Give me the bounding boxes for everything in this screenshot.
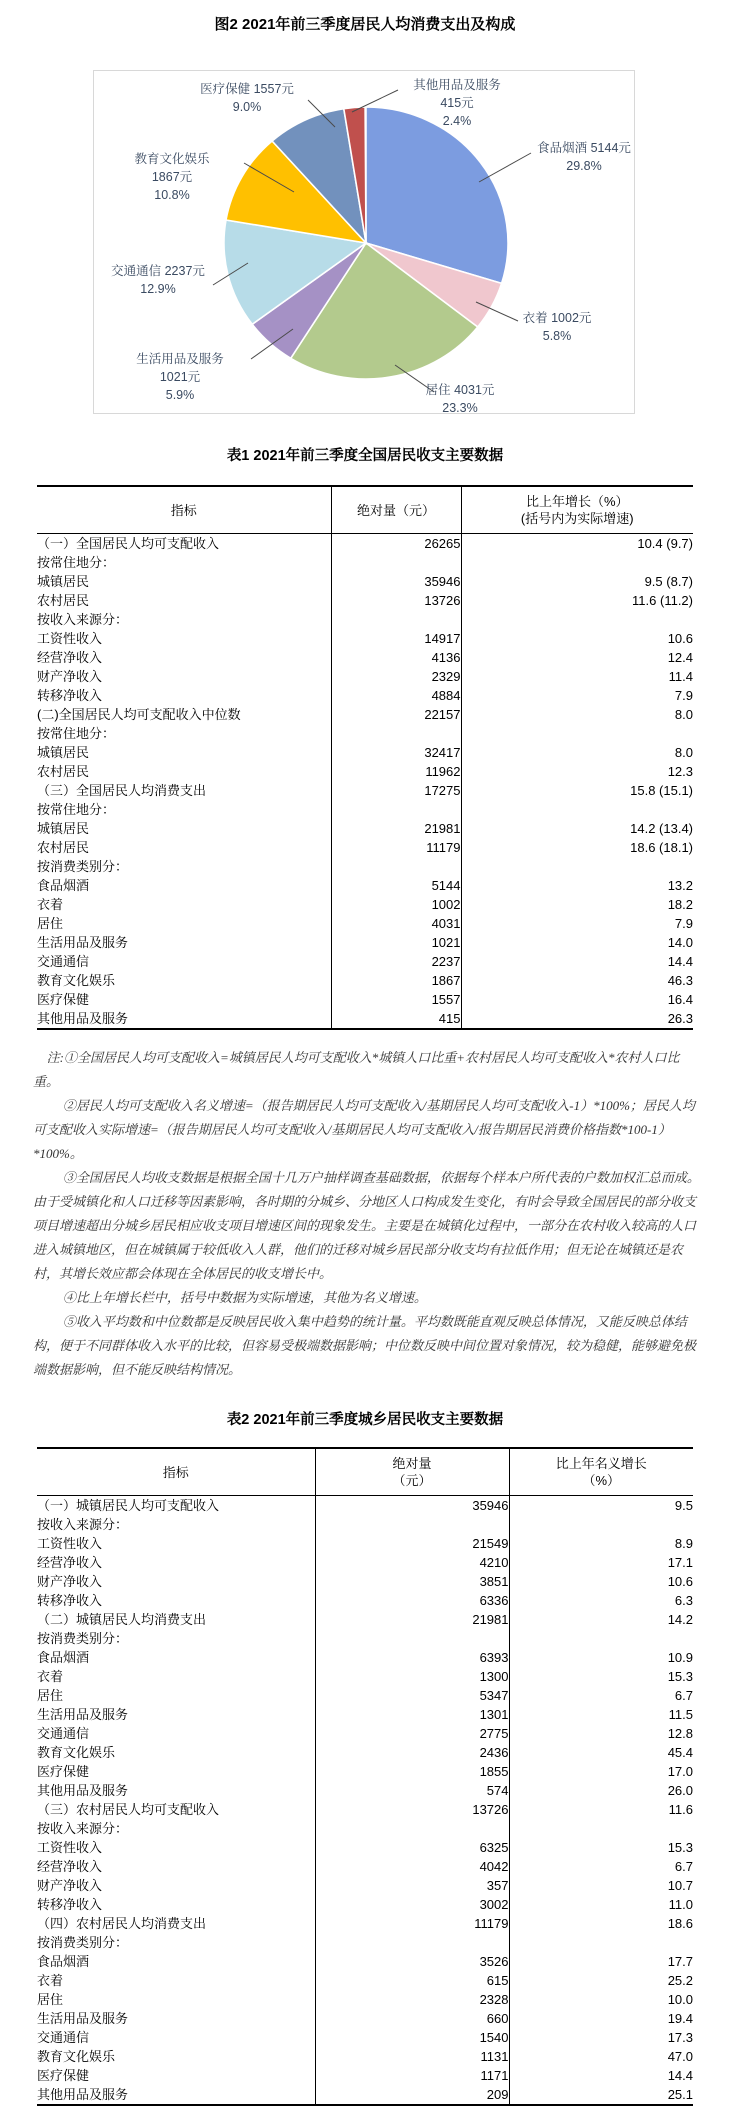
- growth-value-cell: 11.6: [509, 1800, 693, 1819]
- table2-row: [37, 1572, 693, 1591]
- growth-value-cell: [509, 1933, 693, 1952]
- indicator-cell: 交通通信: [37, 954, 90, 969]
- growth-value-cell: 12.3: [461, 762, 693, 781]
- table1-row: [37, 553, 693, 572]
- indicator-cell: 居住: [37, 1992, 64, 2007]
- pie-label-4: [136, 350, 224, 404]
- absolute-value-cell: 4210: [315, 1553, 509, 1572]
- table2-row: [37, 1743, 693, 1762]
- growth-value-cell: [461, 800, 693, 819]
- table2-row: [37, 1876, 693, 1895]
- note-paragraph-2: ②居民人均可支配收入名义增速=（报告期居民人均可支配收入/基期居民人均可支配收入-1）*100%；居民人均可支配收入实际增速=（报告期居民人均可支配收入/基期居民人均可支配收入/报告期居民消费价格指数*100-1）*100%。: [33, 1098, 695, 1161]
- pie-label-line: 2.4%: [442, 114, 472, 128]
- table1-header-growth-line1: 比上年增长（%）: [525, 494, 629, 509]
- growth-value-cell: 10.6: [509, 1572, 693, 1591]
- indicator-cell: 财产净收入: [37, 1574, 103, 1589]
- table2-row: [37, 2009, 693, 2028]
- table2-header-absolute-line2: （元）: [392, 1473, 432, 1488]
- absolute-value-cell: 13726: [315, 1800, 509, 1819]
- table2-row: [37, 1914, 693, 1933]
- growth-value-cell: 16.4: [461, 990, 693, 1009]
- indicator-cell: 按常住地分：: [37, 555, 116, 570]
- absolute-value-cell: 11179: [331, 838, 461, 857]
- indicator-cell: 衣着: [37, 897, 64, 912]
- table1-header-indicator: 指标: [37, 486, 331, 534]
- table2-row: [37, 1952, 693, 1971]
- pie-label-line: 5.8%: [542, 329, 572, 343]
- table1-row: [37, 667, 693, 686]
- indicator-cell: 教育文化娱乐: [37, 1745, 116, 1760]
- note-paragraph-1: 注:①全国居民人均可支配收入=城镇居民人均可支配收入*城镇人口比重+农村居民人均可支配收入*农村人口比重。: [33, 1050, 680, 1089]
- table1-row: [37, 591, 693, 610]
- indicator-cell: 农村居民: [37, 593, 90, 608]
- indicator-cell: 按收入来源分：: [37, 612, 129, 627]
- table2-row: [37, 1933, 693, 1952]
- indicator-cell: 转移净收入: [37, 1593, 103, 1608]
- table1-row: [37, 781, 693, 800]
- table1-row: [37, 838, 693, 857]
- pie-leader-line-1: [479, 153, 531, 182]
- indicator-cell: 医疗保健: [37, 2068, 90, 2083]
- table1-row: [37, 933, 693, 952]
- absolute-value-cell: 1540: [315, 2028, 509, 2047]
- table2-row: [37, 1667, 693, 1686]
- table2-title: 表2 2021年前三季度城乡居民收支主要数据: [226, 1412, 504, 1428]
- absolute-value-cell: 1021: [331, 933, 461, 952]
- absolute-value-cell: 1855: [315, 1762, 509, 1781]
- growth-value-cell: [461, 857, 693, 876]
- indicator-cell: （三）全国居民人均消费支出: [37, 783, 207, 798]
- pie-label-line: 29.8%: [566, 159, 602, 173]
- table2-row: [37, 1971, 693, 1990]
- growth-value-cell: [461, 724, 693, 743]
- table1-title: 表1 2021年前三季度全国居民收支主要数据: [226, 448, 504, 464]
- table2-header-row: [37, 1448, 693, 1496]
- absolute-value-cell: 1301: [315, 1705, 509, 1724]
- indicator-cell: 转移净收入: [37, 688, 103, 703]
- absolute-value-cell: 2775: [315, 1724, 509, 1743]
- table1-row: [37, 743, 693, 762]
- absolute-value-cell: 1002: [331, 895, 461, 914]
- table2-header-absolute-line1: 绝对量: [392, 1456, 432, 1471]
- growth-value-cell: 26.3: [461, 1009, 693, 1029]
- pie-chart-area: [93, 70, 635, 414]
- table2-header-growth-line2: （%）: [582, 1473, 621, 1488]
- indicator-cell: 按收入来源分：: [37, 1517, 129, 1532]
- table2-row: [37, 1534, 693, 1553]
- pie-label-line: 10.8%: [154, 188, 190, 202]
- indicator-cell: (二)全国居民人均可支配收入中位数: [37, 707, 241, 722]
- pie-label-line: 医疗保健 1557元: [200, 82, 294, 96]
- growth-value-cell: 25.2: [509, 1971, 693, 1990]
- table2-row: [37, 1515, 693, 1534]
- pie-label-6: [134, 150, 209, 204]
- absolute-value-cell: 1867: [331, 971, 461, 990]
- table1-row: [37, 914, 693, 933]
- growth-value-cell: 8.0: [461, 743, 693, 762]
- table2-row: [37, 1686, 693, 1705]
- absolute-value-cell: 6336: [315, 1591, 509, 1610]
- indicator-cell: 衣着: [37, 1669, 64, 1684]
- pie-label-line: 23.3%: [442, 401, 478, 415]
- growth-value-cell: 10.0: [509, 1990, 693, 2009]
- indicator-cell: 按消费类别分：: [37, 1935, 129, 1950]
- table2-row: [37, 1800, 693, 1819]
- growth-value-cell: 18.6 (18.1): [461, 838, 693, 857]
- absolute-value-cell: 4884: [331, 686, 461, 705]
- growth-value-cell: 9.5: [509, 1496, 693, 1516]
- growth-value-cell: 18.6: [509, 1914, 693, 1933]
- table1-header-row: [37, 486, 693, 534]
- table2-row: [37, 1648, 693, 1667]
- pie-label-5: [111, 262, 205, 298]
- absolute-value-cell: [331, 610, 461, 629]
- growth-value-cell: 14.2 (13.4): [461, 819, 693, 838]
- absolute-value-cell: 4031: [331, 914, 461, 933]
- indicator-cell: 教育文化娱乐: [37, 973, 116, 988]
- growth-value-cell: 14.0: [461, 933, 693, 952]
- indicator-cell: 交通通信: [37, 1726, 90, 1741]
- absolute-value-cell: 660: [315, 2009, 509, 2028]
- pie-label-line: 居住 4031元: [425, 383, 495, 397]
- note-paragraph-4: ④比上年增长栏中，括号中数据为实际增速，其他为名义增速。: [62, 1290, 427, 1305]
- table1-row: [37, 629, 693, 648]
- absolute-value-cell: 21981: [331, 819, 461, 838]
- indicator-cell: 居住: [37, 916, 64, 931]
- absolute-value-cell: 35946: [315, 1496, 509, 1516]
- table2-row: [37, 1629, 693, 1648]
- absolute-value-cell: 11179: [315, 1914, 509, 1933]
- indicator-cell: 按消费类别分：: [37, 859, 129, 874]
- pie-label-line: 交通通信 2237元: [111, 264, 205, 278]
- absolute-value-cell: 2328: [315, 1990, 509, 2009]
- table1-row: [37, 800, 693, 819]
- indicator-cell: 经营净收入: [37, 650, 103, 665]
- growth-value-cell: 11.0: [509, 1895, 693, 1914]
- table2-row: [37, 1553, 693, 1572]
- table1-row: [37, 990, 693, 1009]
- pie-label-line: 1867元: [151, 170, 193, 184]
- growth-value-cell: 9.5 (8.7): [461, 572, 693, 591]
- indicator-cell: 农村居民: [37, 840, 90, 855]
- indicator-cell: 工资性收入: [37, 631, 103, 646]
- indicator-cell: 按常住地分：: [37, 726, 116, 741]
- indicator-cell: 经营净收入: [37, 1555, 103, 1570]
- indicator-cell: 其他用品及服务: [37, 2087, 129, 2102]
- table1-header-absolute: 绝对量（元）: [331, 486, 461, 534]
- indicator-cell: （一）全国居民人均可支配收入: [37, 536, 220, 551]
- pie-label-line: 5.9%: [165, 388, 195, 402]
- table2-row: [37, 2047, 693, 2066]
- absolute-value-cell: 2329: [331, 667, 461, 686]
- pie-label-line: 9.0%: [232, 100, 262, 114]
- absolute-value-cell: 22157: [331, 705, 461, 724]
- absolute-value-cell: 415: [331, 1009, 461, 1029]
- absolute-value-cell: [331, 800, 461, 819]
- absolute-value-cell: [331, 724, 461, 743]
- absolute-value-cell: 32417: [331, 743, 461, 762]
- indicator-cell: 按消费类别分：: [37, 1631, 129, 1646]
- table1-header-growth-line2: (括号内为实际增速): [520, 511, 634, 526]
- growth-value-cell: 8.0: [461, 705, 693, 724]
- absolute-value-cell: 2436: [315, 1743, 509, 1762]
- indicator-cell: 财产净收入: [37, 1878, 103, 1893]
- growth-value-cell: 26.0: [509, 1781, 693, 1800]
- table1-row: [37, 971, 693, 990]
- figure-title: 图2 2021年前三季度居民人均消费支出及构成: [214, 16, 516, 33]
- absolute-value-cell: 1171: [315, 2066, 509, 2085]
- growth-value-cell: 13.2: [461, 876, 693, 895]
- growth-value-cell: [461, 553, 693, 572]
- pie-label-7: [200, 80, 294, 116]
- growth-value-cell: 6.3: [509, 1591, 693, 1610]
- table2-row: [37, 1496, 693, 1516]
- growth-value-cell: 45.4: [509, 1743, 693, 1762]
- table1-row: [37, 610, 693, 629]
- growth-value-cell: 6.7: [509, 1686, 693, 1705]
- absolute-value-cell: [315, 1629, 509, 1648]
- note-paragraph-5: ⑤收入平均数和中位数都是反映居民收入集中趋势的统计量。平均数既能直观反映总体情况，又能反映总体结构，便于不同群体收入水平的比较，但容易受极端数据影响；中位数反映中间位置对象情况，较为稳健，能够避免极端数据影响，但不能反映结构情况。: [33, 1314, 697, 1377]
- pie-label-1: [537, 139, 631, 175]
- indicator-cell: 农村居民: [37, 764, 90, 779]
- table2-row: [37, 1762, 693, 1781]
- table1-row: [37, 705, 693, 724]
- absolute-value-cell: 6325: [315, 1838, 509, 1857]
- table1-row: [37, 762, 693, 781]
- table2-row: [37, 1724, 693, 1743]
- pie-label-line: 其他用品及服务: [413, 78, 501, 92]
- indicator-cell: 城镇居民: [37, 574, 90, 589]
- indicator-cell: 居住: [37, 1688, 64, 1703]
- absolute-value-cell: 1300: [315, 1667, 509, 1686]
- indicator-cell: 工资性收入: [37, 1536, 103, 1551]
- growth-value-cell: 25.1: [509, 2085, 693, 2105]
- pie-label-8: [413, 76, 501, 130]
- table2-row: [37, 2085, 693, 2105]
- growth-value-cell: 18.2: [461, 895, 693, 914]
- growth-value-cell: 10.7: [509, 1876, 693, 1895]
- table2-row: [37, 1781, 693, 1800]
- table1-row: [37, 857, 693, 876]
- growth-value-cell: 6.7: [509, 1857, 693, 1876]
- growth-value-cell: 8.9: [509, 1534, 693, 1553]
- indicator-cell: 按常住地分：: [37, 802, 116, 817]
- growth-value-cell: 17.3: [509, 2028, 693, 2047]
- table2-row: [37, 2066, 693, 2085]
- indicator-cell: 生活用品及服务: [37, 1707, 129, 1722]
- absolute-value-cell: 2237: [331, 952, 461, 971]
- table2-row: [37, 2028, 693, 2047]
- growth-value-cell: 15.3: [509, 1667, 693, 1686]
- indicator-cell: 城镇居民: [37, 745, 90, 760]
- absolute-value-cell: [315, 1515, 509, 1534]
- pie-label-line: 415元: [440, 96, 474, 110]
- indicator-cell: 其他用品及服务: [37, 1783, 129, 1798]
- table2-row: [37, 1895, 693, 1914]
- absolute-value-cell: 6393: [315, 1648, 509, 1667]
- absolute-value-cell: 209: [315, 2085, 509, 2105]
- pie-label-3: [426, 381, 495, 417]
- indicator-cell: 按收入来源分：: [37, 1821, 129, 1836]
- table1-header-growth: [461, 486, 693, 534]
- indicator-cell: 食品烟酒: [37, 878, 90, 893]
- table2-row: [37, 1610, 693, 1629]
- growth-value-cell: [509, 1819, 693, 1838]
- growth-value-cell: [509, 1629, 693, 1648]
- growth-value-cell: 10.6: [461, 629, 693, 648]
- table2: [37, 1447, 693, 2106]
- absolute-value-cell: 357: [315, 1876, 509, 1895]
- growth-value-cell: [461, 610, 693, 629]
- indicator-cell: 其他用品及服务: [37, 1011, 129, 1026]
- growth-value-cell: 7.9: [461, 914, 693, 933]
- growth-value-cell: 10.4 (9.7): [461, 534, 693, 554]
- absolute-value-cell: 3851: [315, 1572, 509, 1591]
- pie-label-line: 食品烟酒 5144元: [537, 141, 631, 155]
- growth-value-cell: 46.3: [461, 971, 693, 990]
- pie-label-line: 衣着 1002元: [522, 311, 592, 325]
- absolute-value-cell: 5144: [331, 876, 461, 895]
- pie-label-line: 1021元: [159, 370, 201, 384]
- table1-row: [37, 572, 693, 591]
- growth-value-cell: 17.1: [509, 1553, 693, 1572]
- table1: [37, 485, 693, 1030]
- indicator-cell: 经营净收入: [37, 1859, 103, 1874]
- absolute-value-cell: [331, 553, 461, 572]
- table1-row: [37, 952, 693, 971]
- table2-row: [37, 1819, 693, 1838]
- table1-row: [37, 819, 693, 838]
- indicator-cell: （二）城镇居民人均消费支出: [37, 1612, 207, 1627]
- growth-value-cell: 14.4: [509, 2066, 693, 2085]
- indicator-cell: 城镇居民: [37, 821, 90, 836]
- table2-row: [37, 1838, 693, 1857]
- indicator-cell: 工资性收入: [37, 1840, 103, 1855]
- absolute-value-cell: 21981: [315, 1610, 509, 1629]
- absolute-value-cell: 4042: [315, 1857, 509, 1876]
- absolute-value-cell: 3526: [315, 1952, 509, 1971]
- indicator-cell: 交通通信: [37, 2030, 90, 2045]
- growth-value-cell: [509, 1515, 693, 1534]
- absolute-value-cell: 17275: [331, 781, 461, 800]
- growth-value-cell: 11.6 (11.2): [461, 591, 693, 610]
- pie-label-line: 12.9%: [140, 282, 176, 296]
- table1-row: [37, 895, 693, 914]
- absolute-value-cell: 11962: [331, 762, 461, 781]
- pie-label-line: 生活用品及服务: [136, 352, 224, 366]
- indicator-cell: 财产净收入: [37, 669, 103, 684]
- indicator-cell: 生活用品及服务: [37, 935, 129, 950]
- indicator-cell: （一）城镇居民人均可支配收入: [37, 1498, 220, 1513]
- growth-value-cell: 15.8 (15.1): [461, 781, 693, 800]
- table2-header-growth: [509, 1448, 693, 1496]
- growth-value-cell: 12.4: [461, 648, 693, 667]
- absolute-value-cell: [331, 857, 461, 876]
- table2-header-growth-line1: 比上年名义增长: [555, 1456, 647, 1471]
- indicator-cell: （四）农村居民人均消费支出: [37, 1916, 207, 1931]
- table2-row: [37, 1857, 693, 1876]
- table1-row: [37, 686, 693, 705]
- indicator-cell: 医疗保健: [37, 1764, 90, 1779]
- table2-row: [37, 1990, 693, 2009]
- indicator-cell: 生活用品及服务: [37, 2011, 129, 2026]
- absolute-value-cell: 5347: [315, 1686, 509, 1705]
- absolute-value-cell: 4136: [331, 648, 461, 667]
- table1-row: [37, 648, 693, 667]
- table1-row: [37, 724, 693, 743]
- growth-value-cell: 14.4: [461, 952, 693, 971]
- note-paragraph-3: ③全国居民人均收支数据是根据全国十几万户抽样调查基础数据，依据每个样本户所代表的户数加权汇总而成。由于受城镇化和人口迁移等因素影响，各时期的分城乡、分地区人口构成发生变化，有时会导致全国居民的部分收支项目增速超出分城乡居民相应收支项目增速区间的现象发生。主要是在城镇化过程中，一部分在农村收入较高的人口进入城镇地区，但在城镇属于较低收入人群，他们的迁移对城乡居民部分收支均有拉低作用；但无论在城镇还是农村，其增长效应都会体现在全体居民的收支增长中。: [33, 1170, 700, 1281]
- growth-value-cell: 11.5: [509, 1705, 693, 1724]
- growth-value-cell: 12.8: [509, 1724, 693, 1743]
- absolute-value-cell: 1557: [331, 990, 461, 1009]
- pie-label-2: [523, 309, 592, 345]
- growth-value-cell: 15.3: [509, 1838, 693, 1857]
- indicator-cell: 医疗保健: [37, 992, 90, 1007]
- growth-value-cell: 7.9: [461, 686, 693, 705]
- table1-notes: [33, 1046, 700, 1382]
- absolute-value-cell: 13726: [331, 591, 461, 610]
- absolute-value-cell: 615: [315, 1971, 509, 1990]
- growth-value-cell: 19.4: [509, 2009, 693, 2028]
- pie-label-line: 教育文化娱乐: [134, 152, 210, 166]
- growth-value-cell: 10.9: [509, 1648, 693, 1667]
- growth-value-cell: 17.0: [509, 1762, 693, 1781]
- table2-row: [37, 1591, 693, 1610]
- table2-header-absolute: [315, 1448, 509, 1496]
- absolute-value-cell: 3002: [315, 1895, 509, 1914]
- indicator-cell: （三）农村居民人均可支配收入: [37, 1802, 220, 1817]
- indicator-cell: 转移净收入: [37, 1897, 103, 1912]
- table2-row: [37, 1705, 693, 1724]
- table1-row: [37, 1009, 693, 1029]
- absolute-value-cell: [315, 1819, 509, 1838]
- growth-value-cell: 47.0: [509, 2047, 693, 2066]
- indicator-cell: 食品烟酒: [37, 1954, 90, 1969]
- table2-header-indicator: 指标: [37, 1448, 315, 1496]
- table1-row: [37, 534, 693, 554]
- absolute-value-cell: 1131: [315, 2047, 509, 2066]
- growth-value-cell: 17.7: [509, 1952, 693, 1971]
- absolute-value-cell: [315, 1933, 509, 1952]
- indicator-cell: 衣着: [37, 1973, 64, 1988]
- indicator-cell: 教育文化娱乐: [37, 2049, 116, 2064]
- absolute-value-cell: 21549: [315, 1534, 509, 1553]
- growth-value-cell: 14.2: [509, 1610, 693, 1629]
- table1-row: [37, 876, 693, 895]
- indicator-cell: 食品烟酒: [37, 1650, 90, 1665]
- absolute-value-cell: 574: [315, 1781, 509, 1800]
- absolute-value-cell: 26265: [331, 534, 461, 554]
- absolute-value-cell: 35946: [331, 572, 461, 591]
- absolute-value-cell: 14917: [331, 629, 461, 648]
- growth-value-cell: 11.4: [461, 667, 693, 686]
